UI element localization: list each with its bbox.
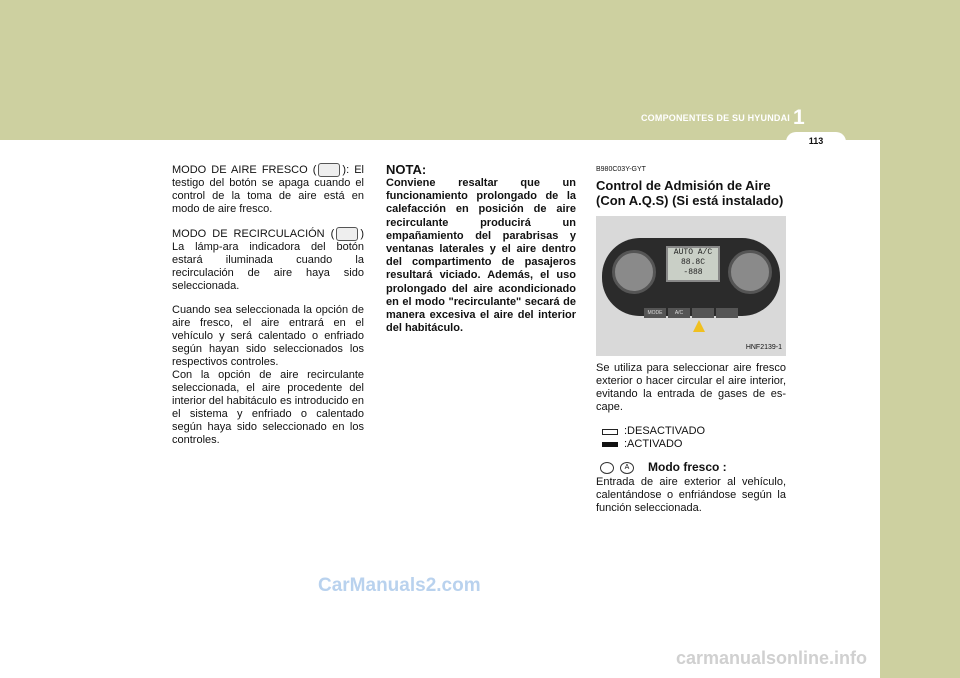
section-code: B980C03Y-GYT (596, 166, 646, 173)
defrost-button (716, 308, 738, 318)
climate-control-figure (596, 216, 786, 356)
legend-on: :ACTIVADO (602, 438, 786, 451)
car-air-icon (600, 462, 614, 474)
air-intake-button (692, 308, 714, 318)
indicator-on-icon (602, 442, 618, 447)
fresh-air-icon (318, 163, 340, 177)
column-left (172, 163, 364, 458)
column-middle (386, 163, 576, 335)
climate-display: AUTO A/C 88.8C -888 (666, 246, 720, 282)
header-band (0, 0, 960, 140)
fresh-mode-title: Modo fresco : (648, 460, 727, 474)
legend-off: :DESACTIVADO (602, 425, 786, 438)
right-knob-icon (728, 250, 772, 294)
figure-label: HNF2139-1 (745, 344, 782, 351)
column-right (596, 163, 786, 526)
chapter-number: 1 (793, 106, 805, 129)
watermark-carmanuals2: CarManuals2.com (318, 575, 481, 596)
ac-button: A/C (668, 308, 690, 318)
fresh-air-mode-paragraph: MODO DE AIRE FRESCO ( ): El testigo del botón se apaga cuando el control de la toma de aire está en modo de aire fresco. (172, 163, 364, 215)
chapter-title: COMPONENTES DE SU HYUNDAI (640, 113, 790, 123)
indicator-off-icon (602, 429, 618, 435)
fresh-mode-heading (600, 461, 786, 474)
panel-button-row (644, 308, 738, 318)
section-description: Se utiliza para seleccionar aire fresco exterior o hacer circular el aire interior, evitando la entrada de gases de es-cape. (596, 362, 786, 413)
note-title: NOTA: (386, 162, 427, 177)
mode-button: MODE (644, 308, 666, 318)
recirculation-explanation: Con la opción de aire recirculante seleccionada, el aire procedente del interior del habitáculo es introducido en el sistema y enfriado o calentado según haya sido seleccionado en los controles. (172, 369, 364, 446)
pointer-arrow-icon (693, 320, 705, 332)
note-body: Conviene resaltar que un funcionamiento prolongado de la calefacción en posición de aire recirculante producirá un empañamiento del parabrisas y ventanas laterales y el aire dentro del compartimento de pasajeros resultará viciado. Además, el uso prolongado del aire acondicionado en el modo "recirculante" secará de manera excesiva el aire del interior del habitáculo. (386, 177, 576, 335)
recirculation-mode-paragraph: MODO DE RECIRCULACIÓN ( ) La lámp-ara indicadora del botón estará iluminada cuando la recirculación de aire haya sido seleccionada. (172, 227, 364, 292)
fresh-mode-icons (600, 462, 634, 474)
left-knob-icon (612, 250, 656, 294)
recirculation-icon (336, 227, 358, 241)
page-number: 113 (808, 136, 824, 146)
fresh-mode-description: Entrada de aire exterior al vehículo, calentándose o enfriándose según la función seleccionada. (596, 476, 786, 514)
side-band (880, 140, 960, 678)
auto-icon: A (620, 462, 634, 474)
fresh-air-explanation: Cuando sea seleccionada la opción de aire fresco, el aire entrará en el vehículo y será calentado o enfriado según hayan sido seleccionados los respectivos controles. (172, 304, 364, 368)
section-title: Control de Admisión de Aire (Con A.Q.S) (Si está instalado) (596, 178, 784, 208)
watermark-carmanualsonline: carmanualsonline.info (676, 648, 868, 668)
